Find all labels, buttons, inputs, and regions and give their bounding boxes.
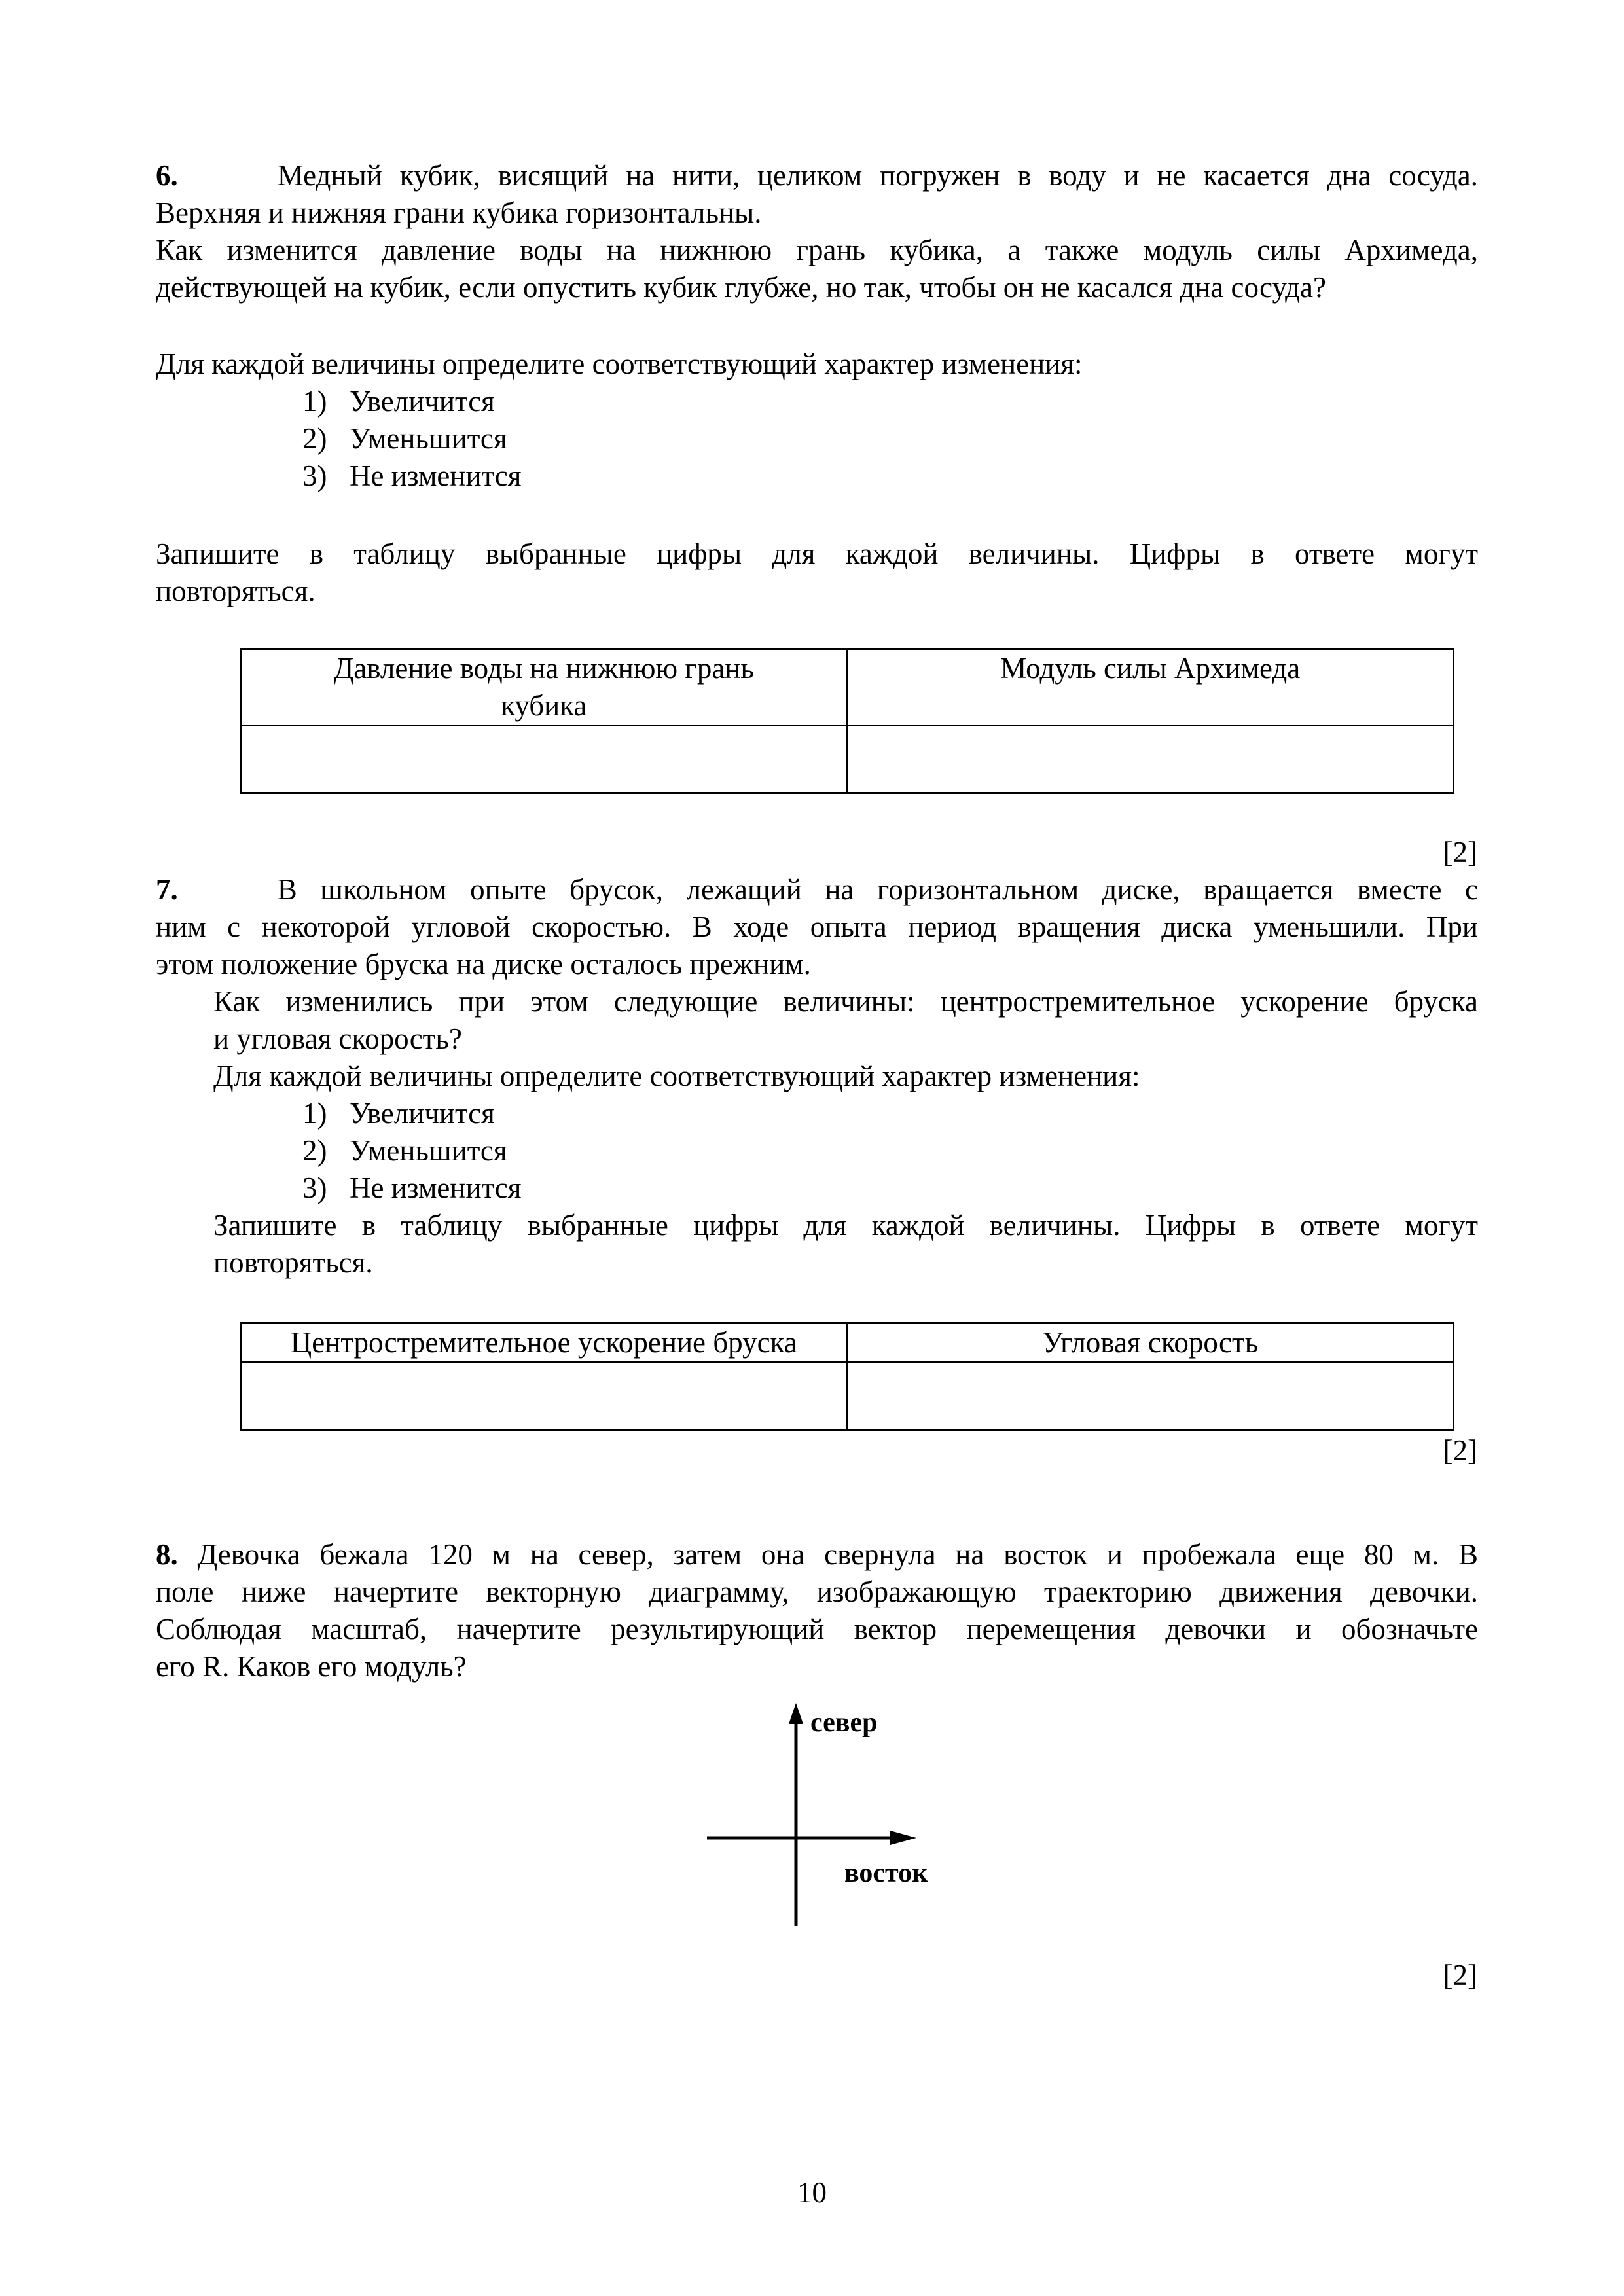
q6-answer-cell-archimedes[interactable] <box>847 726 1454 793</box>
q6-line-3: Как изменится давление воды на нижнюю грань кубика, а также модуль силы Архимеда, <box>156 234 1478 266</box>
q7-record-instruction: Запишите в таблицу выбранные цифры для каждой величины. Цифры в ответе могут повторяться. <box>213 1209 1478 1279</box>
q6-score: [2] <box>1443 836 1477 869</box>
q8-score: [2] <box>1443 1959 1477 1992</box>
q6-options <box>302 383 521 495</box>
q6-instruction: Для каждой величины определите соответствующий характер изменения: <box>156 348 1083 380</box>
q8-line-4: его R. Каков его модуль? <box>156 1650 467 1683</box>
q6-line-2: Верхняя и нижняя грани кубика горизонтальны. <box>156 196 762 229</box>
north-label: север <box>810 1708 878 1738</box>
q7-line-3: этом положение бруска на диске осталось прежним. <box>156 948 811 980</box>
q7-header-acceleration: Центростремительное ускорение бруска <box>241 1323 848 1363</box>
q7-answer-cell-angular-velocity[interactable] <box>847 1363 1454 1430</box>
east-label: восток <box>844 1858 928 1888</box>
q7-text <box>156 871 1478 983</box>
q7-score: [2] <box>1443 1434 1477 1467</box>
q7-instruction: Для каждой величины определите соответствующий характер изменения: <box>213 1060 1140 1092</box>
east-arrow-icon <box>890 1831 916 1845</box>
q7-header-angular-velocity: Угловая скорость <box>847 1323 1454 1363</box>
q7-answer-cell-acceleration[interactable] <box>241 1363 848 1430</box>
q6-record-instruction: Запишите в таблицу выбранные цифры для каждой величины. Цифры в ответе могут повторяться. <box>156 537 1478 607</box>
q7-option-2: 2) Уменьшится <box>302 1134 507 1167</box>
q8-line-3: Соблюдая масштаб, начертите результирующий вектор перемещения девочки и обозначьте <box>156 1613 1478 1645</box>
north-arrow-icon <box>789 1703 803 1724</box>
q6-header-archimedes: Модуль силы Архимеда <box>847 649 1454 726</box>
q6-answer-cell-pressure[interactable] <box>241 726 848 793</box>
q6-answer-table <box>240 648 1454 794</box>
q7-option-3: 3) Не изменится <box>302 1172 522 1204</box>
q6-number: 6. <box>156 159 178 192</box>
q7-line-1: В школьном опыте брусок, лежащий на горизонтальном диске, вращается вместе с <box>277 873 1478 906</box>
q8-text <box>156 1536 1478 1685</box>
page-number: 10 <box>797 2176 827 2209</box>
q7-question: Как изменились при этом следующие величины: центростремительное ускорение бруска и угловая скорость? Для каждой величины определите соответствующий характер изменения: <box>213 983 1478 1095</box>
q7-number: 7. <box>156 873 178 906</box>
q8-number: 8. <box>156 1538 178 1571</box>
q7-options <box>302 1095 521 1207</box>
q6-line-4: действующей на кубик, если опустить кубик глубже, но так, чтобы он не касался дна сосуда? <box>156 271 1326 304</box>
q7-line-2: ним с некоторой угловой скоростью. В ходе опыта период вращения диска уменьшили. При <box>156 910 1478 943</box>
q6-line-1: Медный кубик, висящий на нити, целиком погружен в воду и не касается дна сосуда. <box>277 159 1478 192</box>
q6-option-1: 1) Увеличится <box>302 385 495 418</box>
q8-axes-diagram <box>694 1702 956 1937</box>
q8-line-1: Девочка бежала 120 м на север, затем она свернула на восток и пробежала еще 80 м. В <box>197 1538 1478 1571</box>
q7-option-1: 1) Увеличится <box>302 1097 495 1130</box>
q6-header-pressure: Давление воды на нижнюю грань кубика <box>241 649 848 726</box>
q6-text <box>156 157 1478 306</box>
q7-answer-table <box>240 1322 1454 1431</box>
q6-option-3: 3) Не изменится <box>302 459 522 492</box>
q6-option-2: 2) Уменьшится <box>302 422 507 455</box>
q8-line-2: поле ниже начертите векторную диаграмму, изображающую траекторию движения девочки. <box>156 1575 1478 1608</box>
